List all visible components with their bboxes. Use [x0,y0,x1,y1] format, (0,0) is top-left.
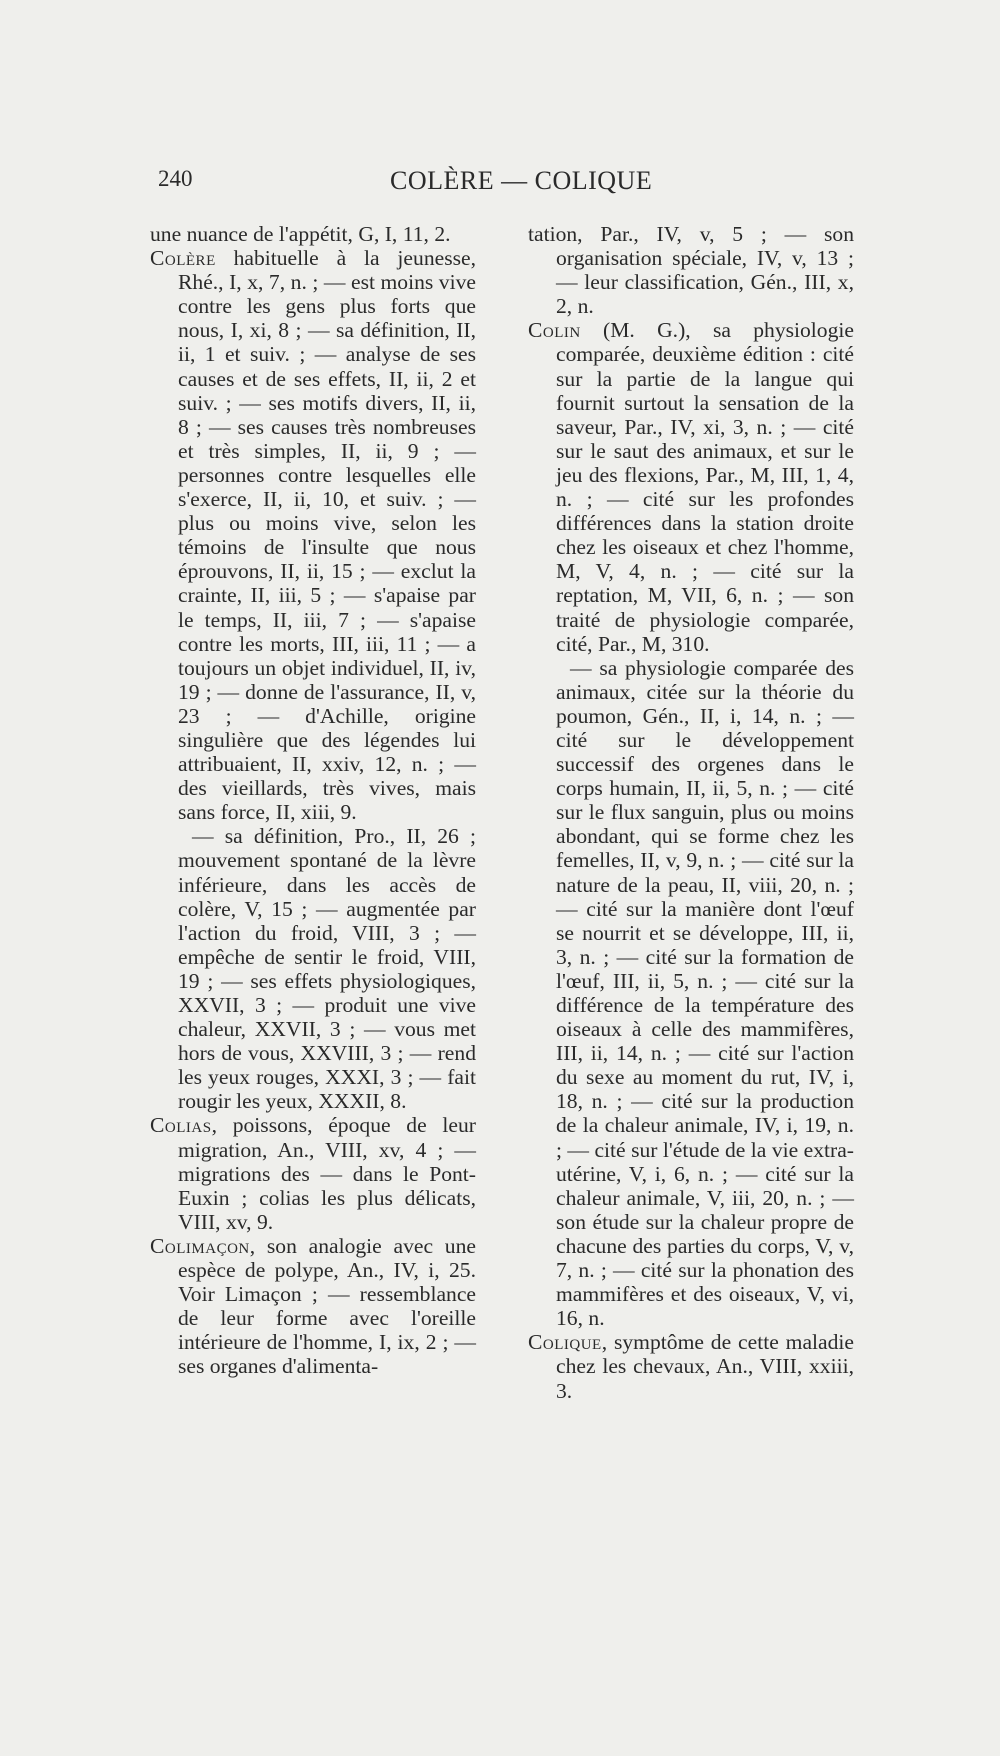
entry-text: tation, Par., IV, v, 5 ; — son organisation spéciale, IV, v, 13 ; — leur classification, Gén., III, x, 2, n. [528,222,854,319]
right-column [528,222,854,1403]
running-head [158,166,848,206]
entry-text: — sa physiologie comparée des animaux, citée sur la théorie du poumon, Gén., II, i, 14, n. ; — cité sur le développement successif des orgenes dans le corps humain, II, ii, 5, n. ; — cité sur le flux sanguin, plus ou moins abondant, qui se forme chez les femelles, II, v, 9, n. ; — cité sur la nature de la peau, II, viii, 20, n. ; — cité sur la manière dont l'œuf se nourrit et se développe, III, ii, 3, n. ; — cité sur la formation de l'œuf, III, ii, 5, n. ; — cité sur la différence de la température des oiseaux à celle des mammifères, III, ii, 14, n. ; — cité sur l'action du sexe au moment du rut, IV, i, 18, n. ; — cité sur la production de la chaleur animale, IV, i, 19, n. ; — cité sur l'étude de la vie extra-utérine, V, i, 6, n. ; — cité sur la chaleur animale, V, iii, 20, n. ; — son étude sur la chaleur propre de chacune des parties du corps, V, v, 7, n. ; — cité sur la phonation des mammifères et des oiseaux, V, vi, 16, n. [556,655,854,1331]
index-entry-colique [528,1330,854,1402]
index-entry-colias [150,1113,476,1233]
index-entry-colin [528,318,854,655]
entry-text: , symptôme de cette maladie chez les chevaux, An., VIII, xxiii, 3. [556,1330,854,1403]
index-entry-colere [150,246,476,824]
entry-headword: Colias [150,1113,212,1138]
index-subparagraph [528,656,854,1331]
entry-headword: Colimaçon [150,1233,250,1258]
entry-headword: Colique [528,1330,602,1355]
page-number: 240 [158,166,193,191]
entry-text: , son analogie avec une espèce de polype, An., IV, i, 25. Voir Limaçon ; — ressemblance de leur forme avec l'oreille intérieure de l'homme, I, ix, 2 ; — ses organes d'alimenta- [178,1233,476,1379]
index-subparagraph [150,824,476,1113]
entry-text: habituelle à la jeunesse, Rhé., I, x, 7, n. ; — est moins vive contre les gens plus forts que nous, I, xi, 8 ; — sa définition, II, ii, 1 et suiv. ; — analyse de ses causes et de ses effets, II, ii, 2 et suiv. ; — ses motifs divers, II, ii, 8 ; — ses causes très nombreuses et très simples, II, ii, 9 ; — personnes contre lesquelles elle s'exerce, II, ii, 10, et suiv. ; — plus ou moins vive, selon les témoins de l'insulte que nous éprouvons, II, ii, 15 ; — exclut la crainte, II, iii, 5 ; — s'apaise par le temps, II, iii, 7 ; — s'apaise contre les morts, III, iii, 11 ; — a toujours un objet individuel, II, iv, 19 ; — donne de l'assurance, II, v, 23 ; — d'Achille, origine singulière que des légendes lui attribuaient, II, xxiv, 12, n. ; — des vieillards, très vives, mais sans force, II, xiii, 9. [178,246,476,825]
page-title: COLÈRE — COLIQUE [390,166,653,195]
entry-text: , poissons, époque de leur migration, An., VIII, xv, 4 ; — migrations des — dans le Pont-Euxin ; colias les plus délicats, VIII, xv, 9. [178,1113,476,1234]
index-entry-continuation [528,222,854,318]
index-entry-colimacon [150,1234,476,1379]
entry-headword: Colin [528,318,581,343]
entry-text: une nuance de l'appétit, G, I, 11, 2. [150,222,451,246]
index-entry-continuation [150,222,476,246]
entry-text: — sa définition, Pro., II, 26 ; mouvement spontané de la lèvre inférieure, dans les accès de colère, V, 15 ; — augmentée par l'action du froid, VIII, 3 ; — empêche de sentir le froid, VIII, 19 ; — ses effets physiologiques, XXVII, 3 ; — produit une vive chaleur, XXVII, 3 ; — vous met hors de vous, XXVIII, 3 ; — rend les yeux rouges, XXXI, 3 ; — fait rougir les yeux, XXXII, 8. [178,824,476,1114]
entry-text: (M. G.), sa physiologie comparée, deuxième édition : cité sur la partie de la langue qui fournit surtout la sensation de la saveur, Par., IV, xi, 3, n. ; — cité sur le saut des animaux, et sur le jeu des flexions, Par., M, III, 1, 4, n. ; — cité sur les profondes différences dans la station droite chez les oiseaux et chez l'homme, M, V, 4, n. ; — cité sur la reptation, M, VII, 6, n. ; — son traité de physiologie comparée, cité, Par., M, 310. [556,318,854,656]
left-column [150,222,476,1379]
entry-headword: Colère [150,246,216,271]
